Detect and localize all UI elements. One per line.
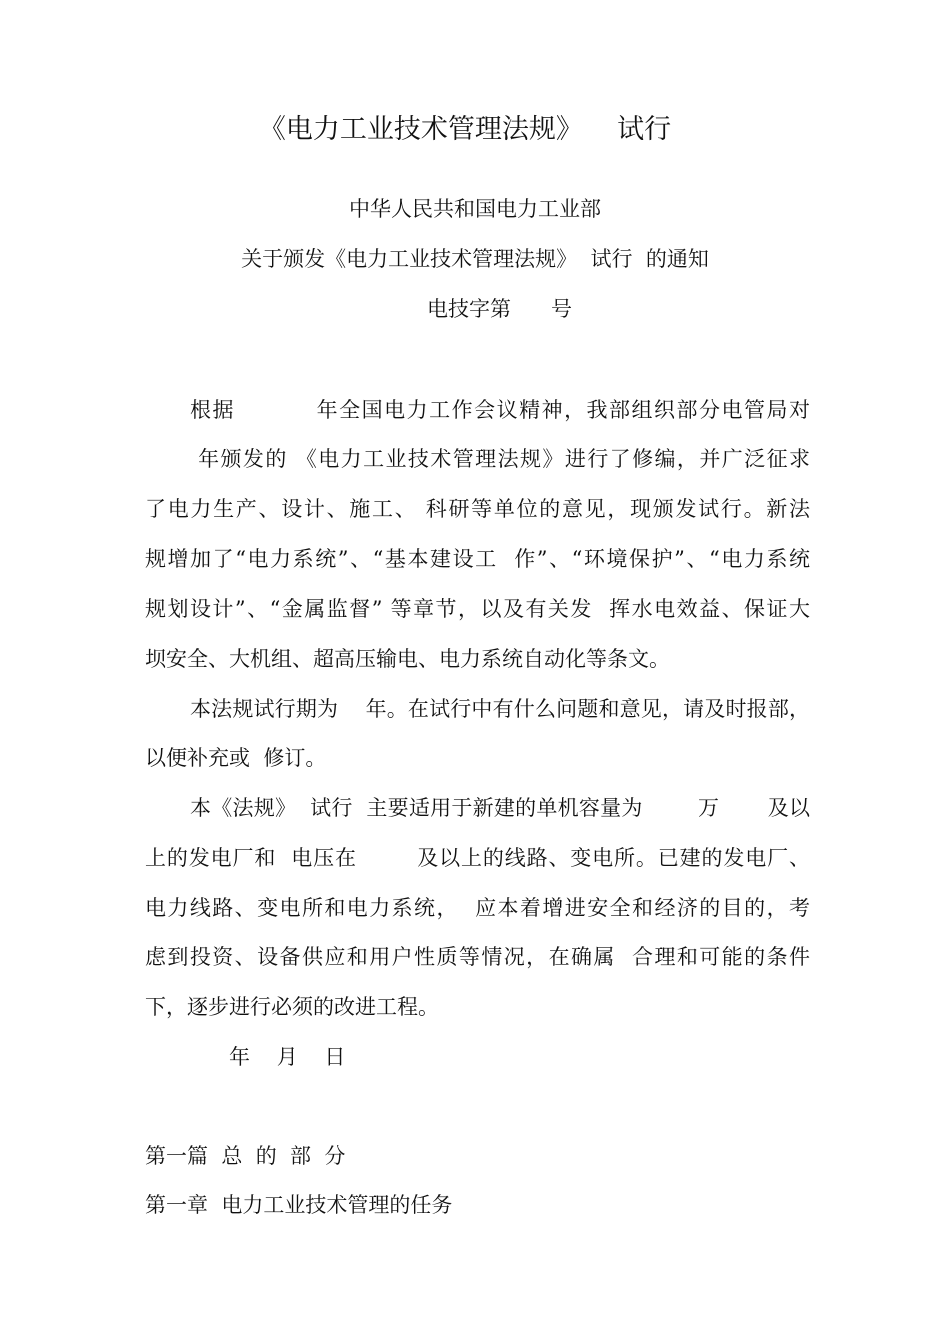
date-line: 年 月 日 [229, 1045, 346, 1069]
chapter-heading: 第一章 电力工业技术管理的任务 [145, 1193, 453, 1217]
paragraph-3-line-2: 上的发电厂和 电压在 及以上的线路、变电所。已建的发电厂、 [145, 846, 810, 870]
paragraph-3-line-5: 下，逐步进行必须的改进工程。 [145, 995, 439, 1019]
paragraph-1-line-5: 规划设计”、“金属监督” 等章节，以及有关发 挥水电效益、保证大 [145, 597, 810, 621]
paragraph-1-line-2: 年颁发的 《电力工业技术管理法规》进行了修编，并广泛征求 [190, 447, 810, 471]
paragraph-1-line-4: 规增加了“电力系统”、“基本建设工 作”、“环境保护”、“电力系统 [145, 547, 810, 571]
document-number: 电技字第 号 [427, 297, 573, 321]
document-title: 《电力工业技术管理法规》 试行 [258, 114, 672, 145]
paragraph-1-line-1: 根据 年全国电力工作会议精神，我部组织部分电管局对 [190, 398, 810, 422]
notice-title: 关于颁发《电力工业技术管理法规》 试行 的通知 [241, 247, 709, 271]
paragraph-3-line-4: 虑到投资、设备供应和用户性质等情况，在确属 合理和可能的条件 [145, 945, 810, 969]
paragraph-3-line-3: 电力线路、变电所和电力系统， 应本着增进安全和经济的目的，考 [145, 896, 810, 920]
paragraph-1-line-3: 了电力生产、设计、施工、 科研等单位的意见，现颁发试行。新法 [145, 497, 810, 521]
paragraph-1-line-6: 坝安全、大机组、超高压输电、电力系统自动化等条文。 [145, 647, 670, 671]
paragraph-2-line-1: 本法规试行期为 年。在试行中有什么问题和意见，请及时报部， [190, 697, 810, 721]
part-heading: 第一篇 总 的 部 分 [145, 1144, 346, 1168]
paragraph-2-line-2: 以便补充或 修订。 [145, 746, 327, 770]
paragraph-3-line-1: 本《法规》 试行 主要适用于新建的单机容量为 万 及以 [190, 796, 810, 820]
issuer-line: 中华人民共和国电力工业部 [349, 197, 601, 221]
